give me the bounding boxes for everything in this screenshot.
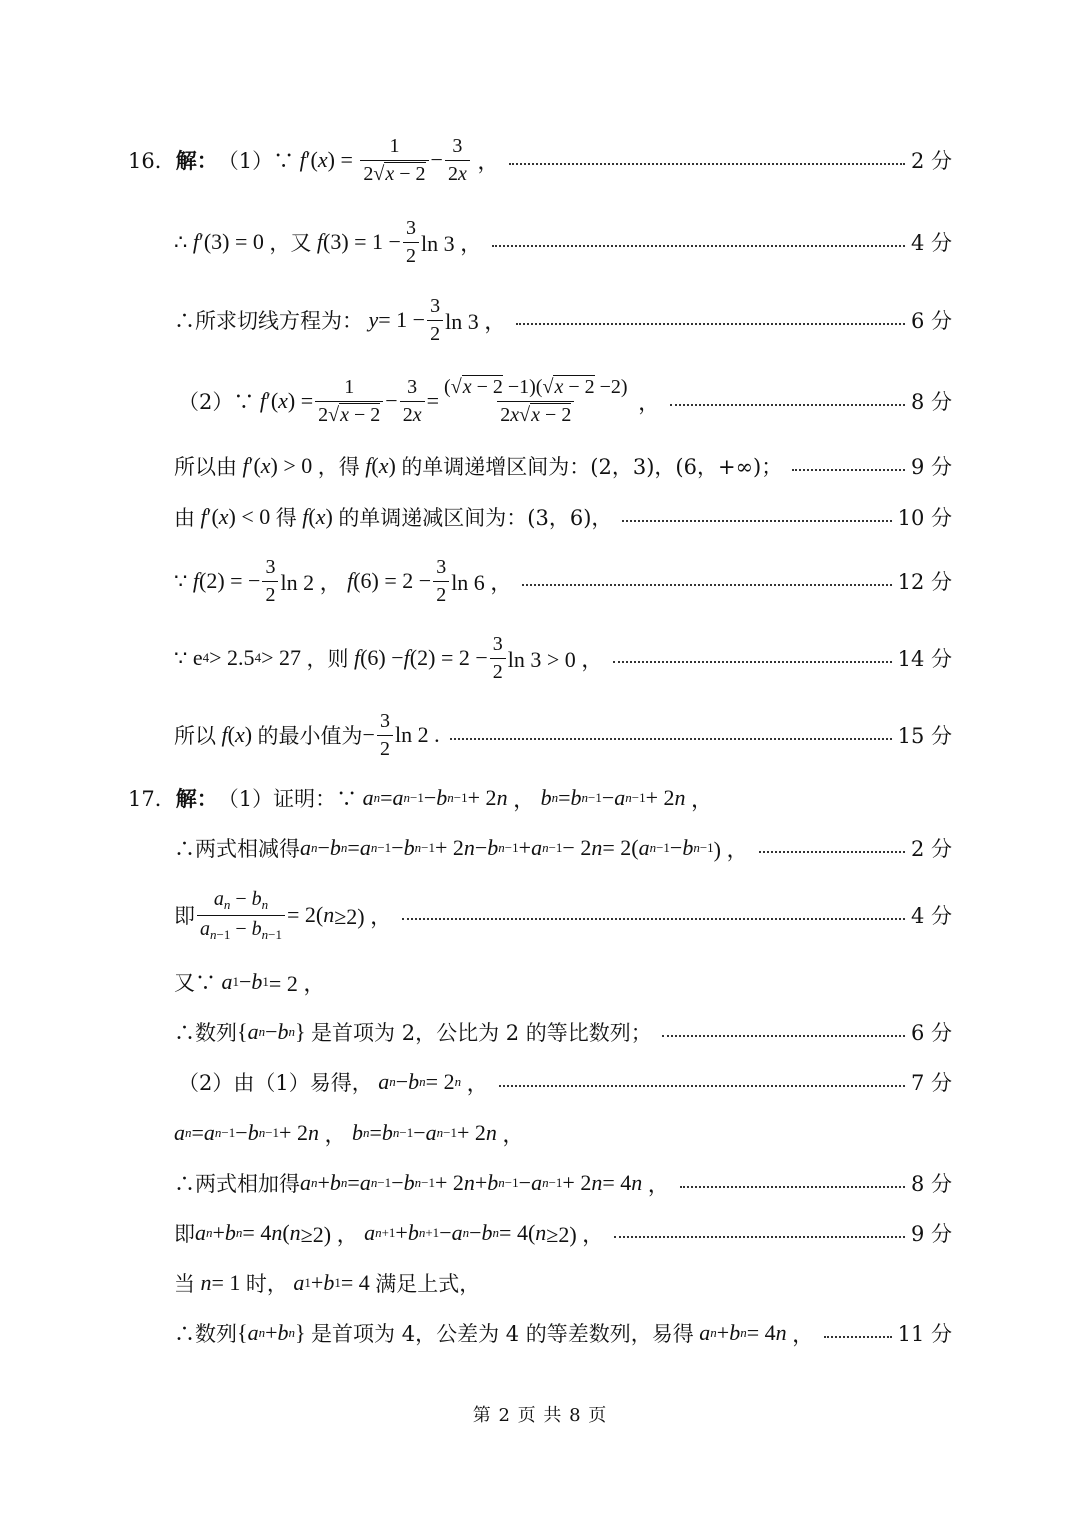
q17-line-9: 即 a n + b n = 4 n ( n ≥2) ， a n+1 + b n+1 − a n − b n = 4( n ≥2) ， 9 分	[174, 1220, 952, 1247]
dot-leader	[759, 851, 905, 853]
q16-solve-label: 解：	[175, 148, 218, 173]
q17-line-4: 又∵ a 1 − b 1 = 2 ，	[174, 969, 326, 996]
q16-l5-a: 所以由	[174, 455, 237, 479]
q16-score-3: 6 分	[910, 309, 952, 333]
q17-line-7: a n = a n−1 − b n−1 + 2 n ， b n = b n−1 − a n−1 + 2 n ，	[174, 1120, 525, 1147]
q16-l8-prefix: ∵	[174, 646, 188, 670]
q16-part1-label: （1）∵	[217, 149, 295, 173]
q17-line-10: 当 n = 1 时， a 1 + b 1 = 4 满足上式，	[174, 1270, 481, 1296]
q17-l6-text: （2）由（1）易得，	[178, 1071, 373, 1095]
q17-l1-text: （1）证明：∵	[217, 787, 358, 811]
dot-leader	[680, 1186, 905, 1188]
q16-l8-mid: ，则	[306, 647, 349, 671]
q17-l4-prefix: 又∵	[174, 971, 216, 995]
q17-l10-a: 当	[174, 1272, 195, 1296]
q17-score-6: 7 分	[910, 1071, 952, 1095]
q17-number: 17．	[128, 787, 176, 811]
dot-leader	[516, 323, 905, 325]
q16-l5-c: 的单调递增区间为：(2，3)，(6，+∞)；	[401, 455, 783, 479]
dot-leader	[622, 520, 891, 522]
q16-score-5: 9 分	[910, 455, 952, 479]
dot-leader	[499, 1085, 905, 1087]
q16-score-1: 2 分	[910, 149, 952, 173]
q17-l11-b: 是首项为 4，公差为 4 的等差数列，易得	[311, 1322, 694, 1346]
q17-l10-b: 时，	[245, 1272, 288, 1296]
q17-l5-b: 是首项为 2，公比为 2 的等比数列；	[311, 1021, 652, 1045]
dot-leader	[492, 245, 905, 247]
q16-derivative-formula: f ′( x ) = $\frac{1}{2√x - 2}$ − $\frac{3}{2x}$ ，	[299, 134, 500, 185]
q17-l3-prefix: 即	[174, 904, 195, 928]
dot-leader	[450, 738, 892, 740]
q16-line-9: 所以 f ( x ) 的最小值为 − $\frac{3}{2}$ ln 2 . 15 分	[174, 709, 952, 760]
q16-l3-text: ∴所求切线方程为：	[174, 309, 363, 333]
q17-l9-prefix: 即	[174, 1222, 195, 1246]
q17-l2-prefix: ∴两式相减得	[174, 837, 300, 861]
dot-leader	[522, 584, 891, 586]
dot-leader	[662, 1035, 905, 1037]
q16-score-9: 15 分	[897, 724, 952, 748]
q16-score-7: 12 分	[897, 570, 952, 594]
q16-line-4: （2）∵ f ′( x ) = $\frac{1}{2√x - 2}$ − $\frac{3}{2x}$ = $\frac{(√x - 2 -1)(√x - 2 -2)}{2x√x - 2}$ ， 8 分	[178, 375, 952, 426]
q17-line-6: （2）由（1）易得， a n − b n = 2 n ， 7 分	[178, 1069, 952, 1096]
dot-leader	[824, 1336, 891, 1338]
q16-score-6: 10 分	[897, 506, 952, 530]
q16-score-2: 4 分	[910, 231, 952, 255]
dot-leader	[613, 661, 891, 663]
q16-score-8: 14 分	[897, 647, 952, 671]
q17-line-3: 即 $\frac{a_n - b_n}{a_{n-1} - b_{n-1}}$ = 2( n ≥2) ， 4 分	[174, 887, 952, 942]
q17-solve-label: 解：	[175, 786, 218, 811]
q16-line-3: ∴所求切线方程为： y = 1 − $\frac{3}{2}$ ln 3 ， 6 分	[174, 294, 952, 345]
q16-l5-b: ，得	[317, 455, 360, 479]
dot-leader	[402, 918, 905, 920]
q17-line-11: ∴数列 { a n + b n } 是首项为 4，公差为 4 的等差数列，易得 a n + b n = 4 n ， 11 分	[174, 1320, 952, 1347]
q16-l6-c: 的单调递减区间为：(3，6)，	[338, 506, 613, 530]
q16-l6-b: 得	[275, 506, 297, 530]
q17-l11-a: ∴数列	[174, 1322, 237, 1346]
q17-line-1: 17． 解： （1）证明：∵ a n = a n−1 − b n−1 + 2 n ， b n = b n−1 − a n−1 + 2 n ，	[128, 785, 714, 812]
q16-line-8: ∵ e 4 > 2.5 4 > 27 ，则 f (6) − f (2) = 2 − $\frac{3}{2}$ ln 3 > 0 ， 14 分	[174, 632, 952, 683]
q17-l8-prefix: ∴两式相加得	[174, 1172, 300, 1196]
q16-l9-a: 所以	[174, 724, 216, 748]
q17-score-3: 4 分	[910, 904, 952, 928]
q16-l7-prefix: ∵	[174, 569, 188, 593]
q17-line-2: ∴两式相减得 a n − b n = a n−1 − b n−1 + 2 n − b n−1 + a n−1 − 2 n = 2( a n−1 − b n−1 ) ， 2 分	[174, 835, 952, 862]
q16-l6-a: 由	[174, 506, 195, 530]
q17-l10-c: 满足上式，	[375, 1272, 481, 1296]
q17-l5-a: ∴数列	[174, 1021, 237, 1045]
q16-l2-prefix: ∴	[174, 230, 188, 254]
q16-line-6: 由 f ′( x ) < 0 得 f ( x ) 的单调递减区间为：(3，6)， 10 分	[174, 504, 952, 530]
dot-leader	[509, 163, 905, 165]
q16-line-2: ∴ f ′(3) = 0 ，又 f (3) = 1 − $\frac{3}{2}$ ln 3 ， 4 分	[174, 216, 952, 267]
dot-leader	[670, 404, 905, 406]
q16-l9-b: 的最小值为	[257, 724, 363, 748]
q17-score-5: 6 分	[910, 1021, 952, 1045]
q17-score-8: 8 分	[910, 1172, 952, 1196]
q17-score-2: 2 分	[910, 837, 952, 861]
dot-leader	[614, 1236, 905, 1238]
q17-score-11: 11 分	[897, 1322, 952, 1346]
q17-score-9: 9 分	[910, 1222, 952, 1246]
q16-line-5: 所以由 f ′( x ) > 0 ，得 f ( x ) 的单调递增区间为：(2，3)，(6，+∞)； 9 分	[174, 453, 952, 479]
dot-leader	[792, 469, 905, 471]
q16-number: 16．	[128, 149, 176, 173]
q16-line-7: ∵ f (2) = − $\frac{3}{2}$ ln 2 ， f (6) = 2 − $\frac{3}{2}$ ln 6 ， 12 分	[174, 555, 952, 606]
page-footer: 第 2 页 共 8 页	[472, 1405, 608, 1426]
q16-l2-mid: ，又	[269, 231, 312, 255]
q17-line-8: ∴两式相加得 a n + b n = a n−1 − b n−1 + 2 n + b n−1 − a n−1 + 2 n = 4 n ， 8 分	[174, 1170, 952, 1197]
q16-part2-label: （2）∵	[178, 390, 255, 414]
q17-line-5: ∴数列 { a n − b n } 是首项为 2，公比为 2 的等比数列； 6 分	[174, 1019, 952, 1045]
q16-line-1	[128, 132, 952, 188]
q16-score-4: 8 分	[910, 390, 952, 414]
